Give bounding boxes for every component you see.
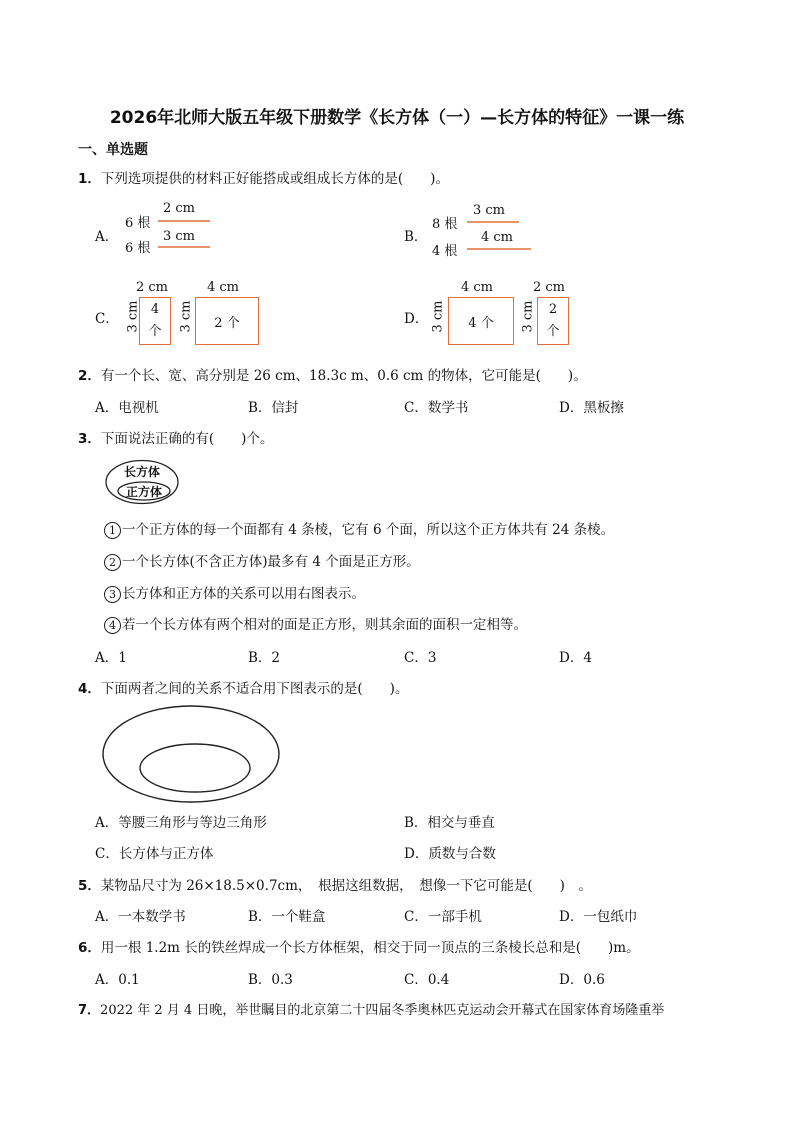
q2-option-a: A．电视机 [95,400,159,416]
q3-statement-2 [104,550,420,571]
q1-a-stick-long [158,245,210,249]
question-4 [78,677,408,697]
q4-option-c: C．长方体与正方体 [95,846,214,862]
q1-c-rect2-top: 4 cm [207,280,240,295]
q2-option-b: B．信封 [248,400,299,416]
q1-option-d-label: D． [404,311,429,327]
q5-option-d: D．一包纸巾 [559,909,638,925]
question-1 [78,167,449,187]
q3-option-c: C．3 [404,650,437,666]
question-6 [78,936,640,956]
q1-b-row1-length: 3 cm [473,203,506,218]
question-text: 用一根 1.2m 长的铁丝焊成一个长方体框架，相交于同一顶点的三条棱长总和是( )m。 [100,940,640,956]
q1-b-row1-count: 8 根 [432,217,458,232]
q6-option-d: D．0.6 [559,972,605,988]
question-text: 有一个长、宽、高分别是 26 cm、18.3c m、0.6 cm 的物体，它可能是( )。 [100,368,587,384]
q1-d-rect2-side: 3 cm [520,300,536,333]
statement-text: 长方体和正方体的关系可以用右图表示。 [122,586,365,602]
q3-statement-3 [104,582,365,603]
question-number: 3． [78,431,101,447]
q1-d-rect1-text: 4 个 [468,316,494,331]
circled-number: 1 [104,522,121,539]
question-number: 7． [78,1003,101,1018]
q1-b-stick-long [467,247,531,251]
section-heading: 一、单选题 [78,142,148,158]
question-2 [78,364,587,384]
q1-b-stick-short [467,220,519,224]
q5-option-a: A．一本数学书 [95,909,186,925]
question-number: 5． [78,878,101,894]
q1-b-row2-count: 4 根 [432,244,458,259]
question-5 [78,874,592,894]
question-number: 6． [78,940,101,956]
question-text: 某物品尺寸为 26×18.5×0.7cm， 根据这组数据， 想像一下它可能是( ) 。 [100,878,592,894]
page-title: 2026年北师大版五年级下册数学《长方体（一）—长方体的特征》一课一练 [109,108,685,128]
question-3 [78,427,273,447]
q4-option-d: D．质数与合数 [404,846,496,862]
q1-c-rect2-side: 3 cm [178,300,194,333]
q4-option-b: B．相交与垂直 [404,815,495,831]
q1-d-rect1-side: 3 cm [430,300,446,333]
q1-d-rect2-unit: 个 [546,324,560,339]
q1-a-stick-short [158,219,210,223]
q4-nested-ellipses-diagram [100,703,282,805]
q4-option-a: A．等腰三角形与等边三角形 [95,815,267,831]
question-number: 4． [78,681,101,697]
question-text: 下面两者之间的关系不适合用下图表示的是( )。 [100,681,409,697]
q3-option-b: B．2 [248,650,281,666]
q1-a-row1-length: 2 cm [163,201,196,216]
circled-number: 3 [104,586,121,603]
statement-text: 若一个长方体有两个相对的面是正方形，则其余面的面积一定相等。 [122,617,527,633]
q6-option-a: A．0.1 [95,972,140,988]
q3-statement-1 [104,518,614,539]
q1-d-rect2-top: 2 cm [533,280,566,295]
q1-c-rect1-top: 2 cm [136,280,169,295]
question-number: 2． [78,368,101,384]
q1-c-rect1-side: 3 cm [125,300,141,333]
q1-c-rect1-unit: 个 [148,324,162,339]
q1-c-rect1-num: 4 [150,302,160,317]
question-text: 2022 年 2 月 4 日晚，举世瞩目的北京第二十四届冬季奥林匹克运动会开幕式在国家体育场隆重举 [100,1003,665,1018]
q1-a-row2-count: 6 根 [125,241,151,256]
q1-c-rect2-text: 2 个 [214,316,240,331]
q1-d-rect2-num: 2 [548,302,558,317]
statement-text: 一个长方体(不含正方体)最多有 4 个面是正方形。 [122,554,420,570]
q6-option-b: B．0.3 [248,972,293,988]
q1-a-row1-count: 6 根 [125,216,151,231]
q3-statement-4 [104,613,527,634]
question-text: 下面说法正确的有( )个。 [100,431,274,447]
q1-d-rect1-top: 4 cm [461,280,494,295]
question-7 [78,999,664,1018]
q1-a-row2-length: 3 cm [163,229,196,244]
q1-option-b-label: B． [404,229,428,245]
circled-number: 2 [104,554,121,571]
q5-option-b: B．一个鞋盒 [248,909,326,925]
q6-option-c: C．0.4 [404,972,450,988]
q3-option-a: A．1 [95,650,127,666]
statement-text: 一个正方体的每一个面都有 4 条棱，它有 6 个面，所以这个正方体共有 24 条棱。 [122,522,615,538]
q1-option-a-label: A． [95,229,119,245]
q2-option-c: C．数学书 [404,400,469,416]
q2-option-d: D．黑板擦 [559,400,624,416]
q3-option-d: D．4 [559,650,592,666]
q1-b-row2-length: 4 cm [481,230,514,245]
q3-venn-outer-label: 长方体 [123,465,160,479]
circled-number: 4 [104,617,121,634]
question-number: 1． [78,171,101,187]
question-text: 下列选项提供的材料正好能搭成或组成长方体的是( )。 [100,171,449,187]
q3-venn-inner-label: 正方体 [125,485,162,499]
q5-option-c: C．一部手机 [404,909,482,925]
q1-option-c-label: C． [95,311,119,327]
